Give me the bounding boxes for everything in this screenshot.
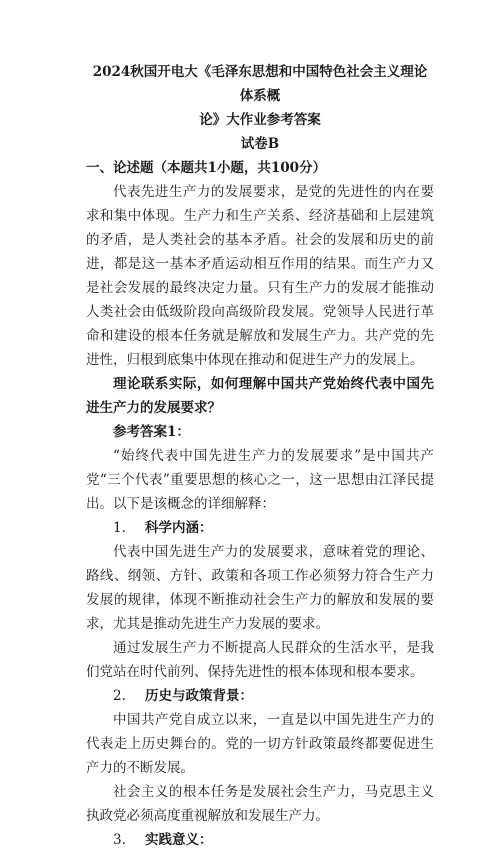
list-item-paragraph: 通过发展生产力不断提高人民群众的生活水平，是我们党站在时代前列、保持先进性的根本体现和根本要求。 <box>86 640 434 680</box>
list-item-paragraph: 代表中国先进生产力的发展要求，意味着党的理论、路线、纲领、方针、政策和各项工作必须努力符合生产力发展的规律，体现不断推动社会生产力的解放和发展的要求，尤其是推动先进生产力发展的要求。 <box>86 544 434 632</box>
list-item-number: 3. <box>113 832 126 848</box>
document-title-line-2: 论》大作业参考答案 <box>199 112 321 128</box>
list-item-label: 实践意义： <box>145 832 213 848</box>
document-title-line-1: 2024秋国开电大《毛泽东思想和中国特色社会主义理论体系概 <box>92 64 428 104</box>
list-item-label: 历史与政策背景： <box>145 688 253 704</box>
answer-label: 参考答案1： <box>113 424 190 440</box>
paper-label: 试卷B <box>240 136 280 152</box>
question-text: 理论联系实际，如何理解中国共产党始终代表中国先进生产力的发展要求？ <box>86 376 434 416</box>
section-heading: 一、论述题（本题共1小题，共100分） <box>86 160 327 176</box>
list-item-heading <box>86 684 434 708</box>
intro-paragraph: 代表先进生产力的发展要求，是党的先进性的内在要求和集中体现。生产力和生产关系、经济基础和上层建筑的矛盾，是人类社会的基本矛盾。社会的发展和历史的前进，都是这一基本矛盾运动相互作用的结果。而生产力又是社会发展的最终决定力量。只有生产力的发展才能推动人类社会由低级阶段向高级阶段发展。党领导人民进行革命和建设的根本任务就是解放和发展生产力。共产党的先进性，归根到底集中体现在推动和促进生产力的发展上。 <box>86 184 434 368</box>
list-item-label: 科学内涵： <box>145 520 213 536</box>
list-item-paragraph: 中国共产党自成立以来，一直是以中国先进生产力的代表走上历史舞台的。党的一切方针政策最终都要促进生产力的不断发展。 <box>86 712 434 776</box>
list-item-paragraph: 社会主义的根本任务是发展社会生产力，马克思主义执政党必须高度重视解放和发展生产力。 <box>86 784 434 824</box>
list-item-heading <box>86 516 434 540</box>
list-item-number: 1. <box>113 520 126 536</box>
answer-intro: “始终代表中国先进生产力的发展要求”是中国共产党“三个代表”重要思想的核心之一，这一思想由江泽民提出。以下是该概念的详细解释： <box>86 448 434 512</box>
list-item-heading <box>86 828 434 852</box>
list-item-number: 2. <box>113 688 126 704</box>
